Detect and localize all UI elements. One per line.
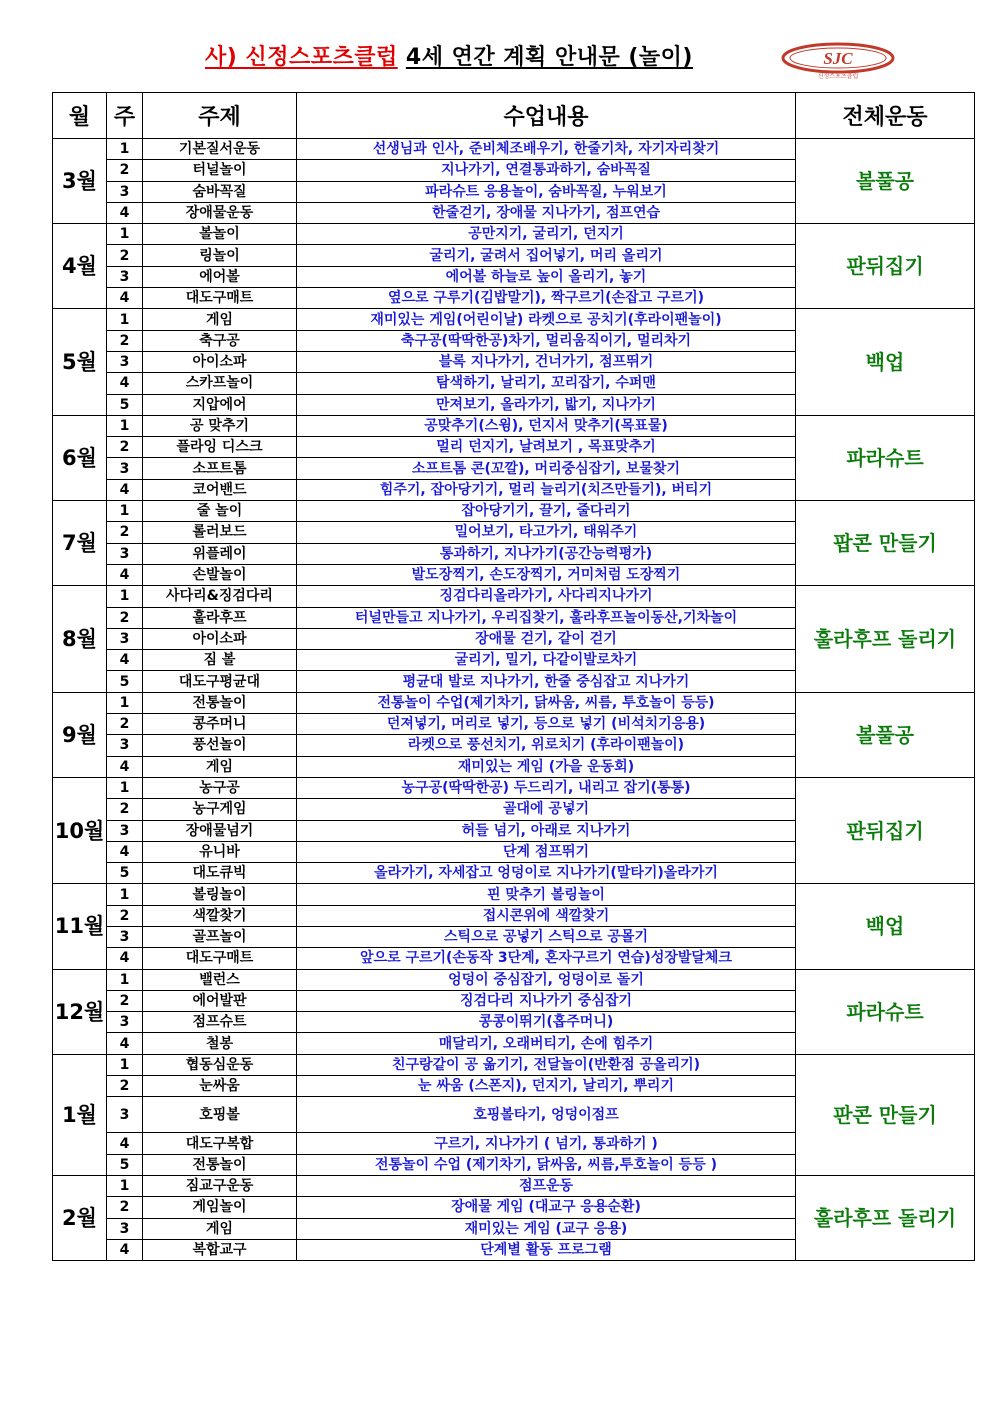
content-cell: 지나가기, 연결통과하기, 숨바꼭질 [297, 160, 796, 181]
week-cell: 2 [107, 160, 143, 181]
content-cell: 앞으로 구르기(손동작 3단계, 혼자구르기 연습)성장발달체크 [297, 948, 796, 969]
week-cell: 1 [107, 1054, 143, 1075]
header-area [0, 40, 992, 80]
week-cell: 1 [107, 501, 143, 522]
table-header-row [53, 93, 975, 139]
header-topic: 주제 [143, 93, 297, 139]
content-cell: 매달리기, 오래버티기, 손에 힘주기 [297, 1033, 796, 1054]
week-cell: 1 [107, 692, 143, 713]
header-whole-exercise: 전체운동 [796, 93, 975, 139]
topic-cell: 밸런스 [143, 969, 297, 990]
table-row [53, 309, 975, 330]
whole-exercise-cell: 파라슈트 [796, 969, 975, 1054]
content-cell: 밀어보기, 타고가기, 태워주기 [297, 522, 796, 543]
topic-cell: 색깔찾기 [143, 905, 297, 926]
week-cell: 4 [107, 841, 143, 862]
whole-exercise-cell: 훌라후프 돌리기 [796, 1175, 975, 1260]
whole-exercise-cell: 볼풀공 [796, 692, 975, 777]
content-cell: 던져넣기, 머리로 넣기, 등으로 넣기 (비석치기응용) [297, 714, 796, 735]
topic-cell: 농구공 [143, 777, 297, 798]
week-cell: 4 [107, 479, 143, 500]
content-cell: 선생님과 인사, 준비체조배우기, 한줄기차, 자기자리찾기 [297, 139, 796, 160]
topic-cell: 유니바 [143, 841, 297, 862]
month-cell: 2월 [53, 1175, 107, 1260]
topic-cell: 훌라후프 [143, 607, 297, 628]
club-logo [780, 40, 896, 80]
content-cell: 스틱으로 공넣기 스틱으로 공몰기 [297, 926, 796, 947]
content-cell: 눈 싸움 (스폰지), 던지기, 날리기, 뿌리기 [297, 1076, 796, 1097]
table-row [53, 969, 975, 990]
topic-cell: 소프트톰 [143, 458, 297, 479]
content-cell: 골대에 공넣기 [297, 799, 796, 820]
month-cell: 12월 [53, 969, 107, 1054]
topic-cell: 복합교구 [143, 1239, 297, 1260]
whole-exercise-cell: 팝콘 만들기 [796, 501, 975, 586]
week-cell: 2 [107, 245, 143, 266]
topic-cell: 게임놀이 [143, 1197, 297, 1218]
topic-cell: 줄 놀이 [143, 501, 297, 522]
month-cell: 11월 [53, 884, 107, 969]
topic-cell: 협동심운동 [143, 1054, 297, 1075]
topic-cell: 농구게임 [143, 799, 297, 820]
week-cell: 3 [107, 735, 143, 756]
content-cell: 장애물 걷기, 같이 걷기 [297, 628, 796, 649]
week-cell: 1 [107, 969, 143, 990]
week-cell: 1 [107, 777, 143, 798]
topic-cell: 손발놀이 [143, 564, 297, 585]
content-cell: 핀 맞추기 볼링놀이 [297, 884, 796, 905]
week-cell: 2 [107, 1197, 143, 1218]
topic-cell: 게임 [143, 309, 297, 330]
content-cell: 징검다리올라가기, 사다리지나가기 [297, 586, 796, 607]
whole-exercise-cell: 판콘 만들기 [796, 1054, 975, 1175]
week-cell: 1 [107, 884, 143, 905]
topic-cell: 철봉 [143, 1033, 297, 1054]
content-cell: 만져보기, 올라가기, 밟기, 지나가기 [297, 394, 796, 415]
content-cell: 농구공(딱딱한공) 두드리기, 내리고 잡기(통통) [297, 777, 796, 798]
content-cell: 한줄걷기, 장애물 지나가기, 점프연습 [297, 202, 796, 223]
content-cell: 점프운동 [297, 1175, 796, 1196]
topic-cell: 게임 [143, 756, 297, 777]
content-cell: 옆으로 구루기(김밥말기), 짝구르기(손잡고 구르기) [297, 288, 796, 309]
week-cell: 4 [107, 756, 143, 777]
topic-cell: 장애물운동 [143, 202, 297, 223]
week-cell: 2 [107, 1076, 143, 1097]
month-cell: 9월 [53, 692, 107, 777]
whole-exercise-cell: 백업 [796, 884, 975, 969]
whole-exercise-cell: 파라슈트 [796, 415, 975, 500]
table-row [53, 884, 975, 905]
content-cell: 징검다리 지나가기 중심잡기 [297, 990, 796, 1011]
week-cell: 5 [107, 1154, 143, 1175]
week-cell: 2 [107, 714, 143, 735]
whole-exercise-cell: 훌라후프 돌리기 [796, 586, 975, 692]
week-cell: 4 [107, 1133, 143, 1154]
week-cell: 3 [107, 628, 143, 649]
club-name: 사) 신정스포츠클럽 [205, 45, 398, 70]
whole-exercise-cell: 백업 [796, 309, 975, 415]
title-text: 4세 연간 계획 안내문 (놀이) [405, 45, 693, 70]
content-cell: 탐색하기, 날리기, 꼬리잡기, 수퍼맨 [297, 373, 796, 394]
week-cell: 5 [107, 671, 143, 692]
content-cell: 장애물 게임 (대교구 응용순환) [297, 1197, 796, 1218]
topic-cell: 에어볼 [143, 266, 297, 287]
content-cell: 엉덩이 중심잡기, 엉덩이로 돌기 [297, 969, 796, 990]
week-cell: 2 [107, 522, 143, 543]
content-cell: 파라슈트 응용놀이, 숨바꼭질, 누워보기 [297, 181, 796, 202]
week-cell: 3 [107, 926, 143, 947]
table-row [53, 139, 975, 160]
content-cell: 재미있는 게임 (교구 응용) [297, 1218, 796, 1239]
content-cell: 단계 점프뛰기 [297, 841, 796, 862]
topic-cell: 사다리&징검다리 [143, 586, 297, 607]
content-cell: 재미있는 게임 (가을 운동회) [297, 756, 796, 777]
svg-text:신정스포츠클럽: 신정스포츠클럽 [817, 73, 859, 80]
week-cell: 5 [107, 394, 143, 415]
week-cell: 3 [107, 1012, 143, 1033]
content-cell: 굴리기, 밀기, 다같이발로차기 [297, 650, 796, 671]
topic-cell: 아이소파 [143, 628, 297, 649]
table-row [53, 501, 975, 522]
week-cell: 2 [107, 905, 143, 926]
annual-plan-table [52, 92, 975, 1261]
topic-cell: 스카프놀이 [143, 373, 297, 394]
content-cell: 올라가기, 자세잡고 엉덩이로 지나가기(말타기)올라가기 [297, 863, 796, 884]
table-row [53, 1054, 975, 1075]
content-cell: 블록 지나가기, 건너가기, 점프뛰기 [297, 351, 796, 372]
week-cell: 3 [107, 543, 143, 564]
topic-cell: 점프슈트 [143, 1012, 297, 1033]
month-cell: 4월 [53, 224, 107, 309]
topic-cell: 대도큐빅 [143, 863, 297, 884]
topic-cell: 플라잉 디스크 [143, 437, 297, 458]
table-row [53, 1175, 975, 1196]
content-cell: 구르기, 지나가기 ( 넘기, 통과하기 ) [297, 1133, 796, 1154]
week-cell: 4 [107, 373, 143, 394]
content-cell: 에어볼 하늘로 높이 올리기, 놓기 [297, 266, 796, 287]
month-cell: 5월 [53, 309, 107, 415]
content-cell: 멀리 던지기, 날려보기 , 목표맞추기 [297, 437, 796, 458]
topic-cell: 볼링놀이 [143, 884, 297, 905]
table-row [53, 415, 975, 436]
topic-cell: 대도구매트 [143, 288, 297, 309]
topic-cell: 장애물넘기 [143, 820, 297, 841]
topic-cell: 짐교구운동 [143, 1175, 297, 1196]
table-row [53, 586, 975, 607]
month-cell: 8월 [53, 586, 107, 692]
content-cell: 공만지기, 굴리기, 던지기 [297, 224, 796, 245]
topic-cell: 풍선놀이 [143, 735, 297, 756]
week-cell: 2 [107, 799, 143, 820]
week-cell: 4 [107, 1239, 143, 1260]
content-cell: 굴리기, 굴려서 집어넣기, 머리 올리기 [297, 245, 796, 266]
table-row [53, 692, 975, 713]
week-cell: 1 [107, 224, 143, 245]
topic-cell: 에어발판 [143, 990, 297, 1011]
content-cell: 축구공(딱딱한공)차기, 멀리움직이기, 멀리차기 [297, 330, 796, 351]
week-cell: 4 [107, 948, 143, 969]
week-cell: 2 [107, 990, 143, 1011]
week-cell: 4 [107, 564, 143, 585]
content-cell: 발도장찍기, 손도장찍기, 거미처럼 도장찍기 [297, 564, 796, 585]
week-cell: 4 [107, 288, 143, 309]
content-cell: 재미있는 게임(어린이날) 라켓으로 공치기(후라이팬놀이) [297, 309, 796, 330]
topic-cell: 호핑볼 [143, 1097, 297, 1133]
topic-cell: 볼놀이 [143, 224, 297, 245]
table-row [53, 777, 975, 798]
topic-cell: 숨바꼭질 [143, 181, 297, 202]
content-cell: 전통놀이 수업 (제기차기, 닭싸움, 씨름,투호놀이 등등 ) [297, 1154, 796, 1175]
week-cell: 1 [107, 415, 143, 436]
week-cell: 2 [107, 437, 143, 458]
topic-cell: 전통놀이 [143, 692, 297, 713]
content-cell: 공맞추기(스윙), 던지서 맞추기(목표물) [297, 415, 796, 436]
topic-cell: 축구공 [143, 330, 297, 351]
month-cell: 6월 [53, 415, 107, 500]
week-cell: 3 [107, 1097, 143, 1133]
week-cell: 2 [107, 330, 143, 351]
topic-cell: 콩주머니 [143, 714, 297, 735]
week-cell: 3 [107, 820, 143, 841]
week-cell: 3 [107, 458, 143, 479]
content-cell: 라켓으로 풍선치기, 위로치기 (후라이팬놀이) [297, 735, 796, 756]
whole-exercise-cell: 볼풀공 [796, 139, 975, 224]
topic-cell: 짐 볼 [143, 650, 297, 671]
topic-cell: 대도구평균대 [143, 671, 297, 692]
week-cell: 1 [107, 586, 143, 607]
week-cell: 3 [107, 266, 143, 287]
week-cell: 4 [107, 650, 143, 671]
month-cell: 3월 [53, 139, 107, 224]
week-cell: 1 [107, 1175, 143, 1196]
week-cell: 1 [107, 309, 143, 330]
header-week: 주 [107, 93, 143, 139]
content-cell: 통과하기, 지나가기(공간능력평가) [297, 543, 796, 564]
whole-exercise-cell: 판뒤집기 [796, 224, 975, 309]
week-cell: 3 [107, 1218, 143, 1239]
topic-cell: 대도구복합 [143, 1133, 297, 1154]
content-cell: 접시콘위에 색깔찾기 [297, 905, 796, 926]
topic-cell: 골프놀이 [143, 926, 297, 947]
content-cell: 단계별 활동 프로그램 [297, 1239, 796, 1260]
topic-cell: 공 맞추기 [143, 415, 297, 436]
week-cell: 1 [107, 139, 143, 160]
content-cell: 허들 넘기, 아래로 지나가기 [297, 820, 796, 841]
week-cell: 5 [107, 863, 143, 884]
topic-cell: 터널놀이 [143, 160, 297, 181]
content-cell: 호핑볼타기, 엉덩이점프 [297, 1097, 796, 1133]
month-cell: 10월 [53, 777, 107, 883]
week-cell: 2 [107, 607, 143, 628]
topic-cell: 전통놀이 [143, 1154, 297, 1175]
content-cell: 잡아당기기, 끌기, 줄다리기 [297, 501, 796, 522]
month-cell: 7월 [53, 501, 107, 586]
topic-cell: 코어밴드 [143, 479, 297, 500]
svg-text:SJC: SJC [823, 49, 853, 68]
table-row [53, 224, 975, 245]
topic-cell: 지압에어 [143, 394, 297, 415]
content-cell: 친구랑같이 공 옮기기, 전달놀이(반환점 공올리기) [297, 1054, 796, 1075]
topic-cell: 게임 [143, 1218, 297, 1239]
month-cell: 1월 [53, 1054, 107, 1175]
content-cell: 평균대 발로 지나가기, 한줄 중심잡고 지나가기 [297, 671, 796, 692]
topic-cell: 위플레이 [143, 543, 297, 564]
topic-cell: 아이소파 [143, 351, 297, 372]
topic-cell: 대도구매트 [143, 948, 297, 969]
content-cell: 전통놀이 수업(제기차기, 닭싸움, 씨름, 투호놀이 등등) [297, 692, 796, 713]
week-cell: 4 [107, 202, 143, 223]
topic-cell: 기본질서운동 [143, 139, 297, 160]
topic-cell: 롤러보드 [143, 522, 297, 543]
topic-cell: 눈싸움 [143, 1076, 297, 1097]
week-cell: 3 [107, 181, 143, 202]
header-month: 월 [53, 93, 107, 139]
page-title [205, 40, 693, 71]
week-cell: 3 [107, 351, 143, 372]
topic-cell: 링놀이 [143, 245, 297, 266]
content-cell: 소프트톰 콘(꼬깔), 머리중심잡기, 보물찾기 [297, 458, 796, 479]
content-cell: 터널만들고 지나가기, 우리집찾기, 훌라후프놀이동산,기차놀이 [297, 607, 796, 628]
header-content: 수업내용 [297, 93, 796, 139]
table-body [53, 139, 975, 1261]
content-cell: 콩콩이뛰기(홉주머니) [297, 1012, 796, 1033]
whole-exercise-cell: 판뒤집기 [796, 777, 975, 883]
content-cell: 힘주기, 잡아당기기, 멀리 늘리기(치즈만들기), 버티기 [297, 479, 796, 500]
week-cell: 4 [107, 1033, 143, 1054]
